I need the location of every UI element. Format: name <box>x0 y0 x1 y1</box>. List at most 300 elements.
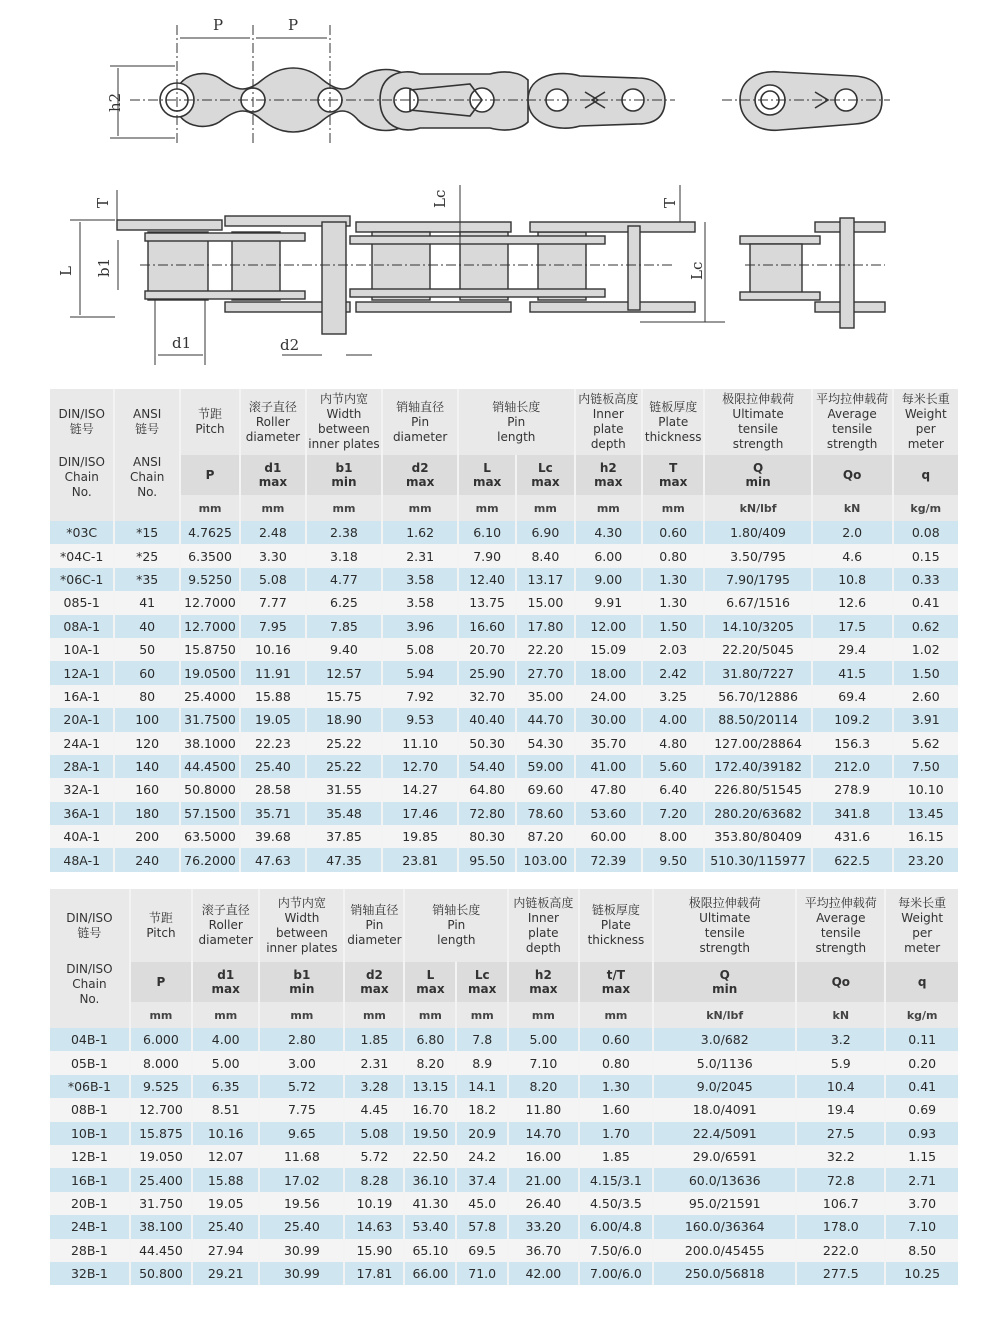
table-cell: 1.50 <box>894 661 958 684</box>
limit: min <box>712 982 738 996</box>
header-en: Pitch <box>146 925 176 940</box>
table-cell: 8.28 <box>345 1168 405 1191</box>
table-cell: 27.94 <box>193 1239 260 1262</box>
table-cell: 8.50 <box>886 1239 958 1262</box>
table-cell: 12.70 <box>383 755 459 778</box>
unit-cell: mm <box>580 1002 655 1028</box>
table-cell: 0.33 <box>894 568 958 591</box>
table-row <box>50 1098 958 1121</box>
lc-label-top: Lc <box>431 189 449 208</box>
table-row <box>50 1215 958 1238</box>
table-cell: 12A-1 <box>50 661 115 684</box>
table-row <box>50 1075 958 1098</box>
table-cell: 1.02 <box>894 638 958 661</box>
table-row <box>50 1262 958 1285</box>
table-cell: 10.19 <box>345 1192 405 1215</box>
table-row <box>50 1239 958 1262</box>
table-cell: 2.60 <box>894 685 958 708</box>
table-cell: 2.03 <box>643 638 705 661</box>
table-cell: 8.9 <box>457 1051 509 1074</box>
table-cell: 3.00 <box>260 1051 345 1074</box>
symbol-cell <box>576 455 643 495</box>
unit-cell: kN/lbf <box>705 495 812 521</box>
pitch-label-2: P <box>288 16 299 34</box>
table-row <box>50 1028 958 1051</box>
table-cell: 4.00 <box>643 708 705 731</box>
table-cell: 7.95 <box>241 615 306 638</box>
unit-cell: mm <box>457 1002 509 1028</box>
top-view <box>117 216 885 334</box>
symbol: d2 <box>365 968 383 982</box>
symbol: T <box>669 461 678 475</box>
limit: min <box>745 475 771 489</box>
table-row <box>50 732 958 755</box>
table-cell: 14.1 <box>457 1075 509 1098</box>
table-cell: 54.40 <box>459 755 517 778</box>
symbol-cell <box>383 455 459 495</box>
table-cell: 14.70 <box>509 1122 579 1145</box>
table-cell: 35.48 <box>307 802 384 825</box>
table-cell: 30.99 <box>260 1239 345 1262</box>
table-cell: 25.22 <box>307 732 384 755</box>
header-en: Roller diameter <box>198 918 253 947</box>
table-cell: 0.11 <box>886 1028 958 1051</box>
header-cn: 滚子直径 <box>248 399 297 414</box>
table-cell: 24B-1 <box>50 1215 131 1238</box>
table-cell: 12.57 <box>307 661 384 684</box>
table-cell: 622.5 <box>813 848 894 871</box>
table-cell: 1.30 <box>643 568 705 591</box>
unit-cell: mm <box>345 1002 405 1028</box>
chain-no-header-en: DIN/ISO Chain No. <box>50 962 131 1028</box>
table-cell: 16B-1 <box>50 1168 131 1191</box>
col-header <box>405 889 509 962</box>
limit: max <box>258 475 288 489</box>
table-cell: 8.00 <box>643 825 705 848</box>
table-cell: 28A-1 <box>50 755 115 778</box>
table-cell: 6.35 <box>193 1075 260 1098</box>
symbol-cell <box>813 455 894 495</box>
table-cell: 120 <box>115 732 180 755</box>
table-cell: 0.60 <box>580 1028 655 1051</box>
header-en: Ultimate tensile strength <box>699 910 751 955</box>
table-cell: 2.38 <box>307 521 384 544</box>
table-cell: 20.70 <box>459 638 517 661</box>
symbol-cell <box>131 962 193 1002</box>
lc-label-right: Lc <box>688 261 706 280</box>
table-cell: 25.400 <box>131 1168 193 1191</box>
table-cell: 32B-1 <box>50 1262 131 1285</box>
symbol-cell <box>345 962 405 1002</box>
table-cell: *15 <box>115 521 180 544</box>
table-cell: 9.91 <box>576 591 643 614</box>
table-cell: 11.10 <box>383 732 459 755</box>
header-cn: 每米长重 <box>898 895 947 910</box>
limit: max <box>601 982 631 996</box>
symbol-cell <box>193 962 260 1002</box>
col-header <box>797 889 886 962</box>
table-cell: 80.30 <box>459 825 517 848</box>
table-cell: 50 <box>115 638 180 661</box>
table-cell: 7.75 <box>260 1098 345 1121</box>
table-cell: 15.00 <box>517 591 575 614</box>
unit-cell: kN/lbf <box>654 1002 797 1028</box>
table-cell: 76.2000 <box>181 848 241 871</box>
symbol-cell <box>654 962 797 1002</box>
header-en: Pin diameter <box>392 414 448 444</box>
table-cell: 0.60 <box>643 521 705 544</box>
table-cell: 25.90 <box>459 661 517 684</box>
table-cell: 1.60 <box>580 1098 655 1121</box>
table-cell: 05B-1 <box>50 1051 131 1074</box>
table-row <box>50 1168 958 1191</box>
symbol-cell <box>705 455 812 495</box>
table-cell: 29.21 <box>193 1262 260 1285</box>
table-cell: 15.88 <box>241 685 306 708</box>
table-cell: 7.92 <box>383 685 459 708</box>
table-cell: 212.0 <box>813 755 894 778</box>
table-cell: 19.05 <box>241 708 306 731</box>
table-cell: 2.80 <box>260 1028 345 1051</box>
unit-cell: mm <box>131 1002 193 1028</box>
table-cell: 3.50/795 <box>705 544 812 567</box>
symbol: L <box>483 461 491 475</box>
table-cell: 100 <box>115 708 180 731</box>
table-cell: 4.77 <box>307 568 384 591</box>
table-cell: 14.27 <box>383 778 459 801</box>
table-cell: 44.70 <box>517 708 575 731</box>
col-header <box>813 389 894 455</box>
table-cell: 172.40/39182 <box>705 755 812 778</box>
col-header <box>576 389 643 455</box>
table-cell: 10.16 <box>241 638 306 661</box>
header-cn: 极限拉伸载荷 <box>688 895 761 910</box>
symbol: d1 <box>217 968 235 982</box>
table-cell: 44.4500 <box>181 755 241 778</box>
table-cell: 47.35 <box>307 848 384 871</box>
table-cell: 2.0 <box>813 521 894 544</box>
table-cell: 24A-1 <box>50 732 115 755</box>
table-cell: 20B-1 <box>50 1192 131 1215</box>
table-cell: 7.50 <box>894 755 958 778</box>
table-cell: 50.800 <box>131 1262 193 1285</box>
table-row <box>50 615 958 638</box>
table-cell: 5.72 <box>345 1145 405 1168</box>
unit-cell: mm <box>509 1002 579 1028</box>
header-cn: 极限拉伸载荷 <box>722 392 795 406</box>
table-cell: 21.00 <box>509 1168 579 1191</box>
table-cell: 2.31 <box>383 544 459 567</box>
table-cell: 35.70 <box>576 732 643 755</box>
table-cell: 24.00 <box>576 685 643 708</box>
table-cell: 17.81 <box>345 1262 405 1285</box>
symbol: Q <box>719 968 730 982</box>
header-cn: 销轴长度 <box>432 903 481 917</box>
table-cell: 18.00 <box>576 661 643 684</box>
symbol-cell <box>517 455 575 495</box>
symbol: h2 <box>599 461 617 475</box>
header-en: Roller diameter <box>245 414 301 444</box>
header-en: Pitch <box>195 422 225 436</box>
table-cell: 22.23 <box>241 732 306 755</box>
roller-chain-diagram <box>0 0 1000 380</box>
symbol-cell <box>886 962 958 1002</box>
table-cell: 16.00 <box>509 1145 579 1168</box>
table-row <box>50 685 958 708</box>
table-cell: 8.20 <box>509 1075 579 1098</box>
table-cell: 15.09 <box>576 638 643 661</box>
table-cell: 1.50 <box>643 615 705 638</box>
header-en: Width between inner plates <box>308 407 380 451</box>
table-cell: 31.55 <box>307 778 384 801</box>
header-en: Pin diameter <box>347 918 402 947</box>
table-cell: 4.7625 <box>181 521 241 544</box>
header-en: Ultimate tensile strength <box>732 407 784 451</box>
table-cell: 10.4 <box>797 1075 886 1098</box>
unit-cell: mm <box>405 1002 457 1028</box>
symbol: q <box>917 975 927 989</box>
header-en: Pin length <box>497 414 536 444</box>
symbol: q <box>921 468 931 482</box>
col-header <box>193 889 260 962</box>
table-cell: 12.00 <box>576 615 643 638</box>
table-cell: 45.0 <box>457 1192 509 1215</box>
table-cell: 16A-1 <box>50 685 115 708</box>
table-cell: 7.10 <box>509 1051 579 1074</box>
table-cell: 341.8 <box>813 802 894 825</box>
table-cell: 9.525 <box>131 1075 193 1098</box>
table-row <box>50 568 958 591</box>
table-cell: 8.40 <box>517 544 575 567</box>
table-cell: 41.5 <box>813 661 894 684</box>
col-header <box>894 389 958 455</box>
table-cell: 12.7000 <box>181 615 241 638</box>
table-cell: 9.40 <box>307 638 384 661</box>
table-cell: 6.40 <box>643 778 705 801</box>
table-cell: 30.99 <box>260 1262 345 1285</box>
table-cell: 08B-1 <box>50 1098 131 1121</box>
table-cell: 9.50 <box>643 848 705 871</box>
table-cell: 19.4 <box>797 1098 886 1121</box>
table-cell: 200.0/45455 <box>654 1239 797 1262</box>
table-cell: 25.40 <box>260 1215 345 1238</box>
table-cell: 24.2 <box>457 1145 509 1168</box>
table-cell: 12.700 <box>131 1098 193 1121</box>
header-en: Inner plate depth <box>590 407 626 451</box>
table-cell: 63.5000 <box>181 825 241 848</box>
table-cell: 56.70/12886 <box>705 685 812 708</box>
table-cell: 11.80 <box>509 1098 579 1121</box>
table-cell: 25.40 <box>241 755 306 778</box>
table-cell: 226.80/51545 <box>705 778 812 801</box>
chain-no-header-cn: DIN/ISO 链号 <box>50 389 115 455</box>
header-cn: 平均拉伸载荷 <box>816 392 889 406</box>
table-cell: 3.70 <box>886 1192 958 1215</box>
table-cell: 0.41 <box>894 591 958 614</box>
table-cell: 0.20 <box>886 1051 958 1074</box>
table-cell: 5.94 <box>383 661 459 684</box>
header-cn: 链板厚度 <box>649 399 698 414</box>
table-cell: 1.80/409 <box>705 521 812 544</box>
table-cell: 44.450 <box>131 1239 193 1262</box>
table-cell: 0.80 <box>580 1051 655 1074</box>
table-cell: 39.68 <box>241 825 306 848</box>
table-cell: 32A-1 <box>50 778 115 801</box>
table-cell: 50.8000 <box>181 778 241 801</box>
symbol-cell <box>241 455 306 495</box>
header-cn: 每米长重 <box>901 392 950 406</box>
chain-no-header-cn: DIN/ISO 链号 <box>50 889 131 962</box>
unit-cell: mm <box>383 495 459 521</box>
table-cell: 19.85 <box>383 825 459 848</box>
table-cell: 10A-1 <box>50 638 115 661</box>
table-row <box>50 825 958 848</box>
pitch-label-1: P <box>213 16 224 34</box>
unit-cell: mm <box>517 495 575 521</box>
table-cell: 0.08 <box>894 521 958 544</box>
col-header <box>580 889 655 962</box>
symbol: Lc <box>538 461 553 475</box>
table-cell: 510.30/115977 <box>705 848 812 871</box>
table-cell: *06C-1 <box>50 568 115 591</box>
table-row <box>50 755 958 778</box>
symbol-cell <box>457 962 509 1002</box>
table-cell: 12.6 <box>813 591 894 614</box>
table-cell: 13.17 <box>517 568 575 591</box>
table-cell: 15.8750 <box>181 638 241 661</box>
table-cell: 17.02 <box>260 1168 345 1191</box>
limit: max <box>468 982 497 996</box>
header-cn: 内节内宽 <box>319 392 368 406</box>
header-cn: 内链板高度 <box>513 895 574 910</box>
limit: max <box>472 475 502 489</box>
table-row <box>50 591 958 614</box>
table-cell: 160 <box>115 778 180 801</box>
limit: min <box>331 475 357 489</box>
table-cell: 25.22 <box>307 755 384 778</box>
header-cn: 链板厚度 <box>591 903 640 917</box>
symbol-cell <box>260 962 345 1002</box>
limit: max <box>360 982 389 996</box>
table-cell: 40.40 <box>459 708 517 731</box>
table-cell: 59.00 <box>517 755 575 778</box>
table-cell: 3.28 <box>345 1075 405 1098</box>
table-cell: 37.4 <box>457 1168 509 1191</box>
table-cell: 72.8 <box>797 1168 886 1191</box>
table-cell: 156.3 <box>813 732 894 755</box>
table-cell: 41 <box>115 591 180 614</box>
symbol: h2 <box>534 968 552 982</box>
symbol: Qo <box>842 468 862 482</box>
table-cell: 36.70 <box>509 1239 579 1262</box>
table-cell: 085-1 <box>50 591 115 614</box>
table-cell: 5.0/1136 <box>654 1051 797 1074</box>
table-cell: 50.30 <box>459 732 517 755</box>
table-cell: 88.50/20114 <box>705 708 812 731</box>
a-series-rows <box>50 521 958 872</box>
table-cell: 31.7500 <box>181 708 241 731</box>
table-cell: 200 <box>115 825 180 848</box>
table-cell: 9.0/2045 <box>654 1075 797 1098</box>
table-cell: 9.5250 <box>181 568 241 591</box>
table-cell: 3.30 <box>241 544 306 567</box>
d2-label: d2 <box>280 336 300 354</box>
unit-cell: kN <box>813 495 894 521</box>
table-cell: 2.31 <box>345 1051 405 1074</box>
header-en: Pin length <box>437 918 476 947</box>
table-cell: 0.41 <box>886 1075 958 1098</box>
table-cell: 3.96 <box>383 615 459 638</box>
d1-label: d1 <box>172 334 192 352</box>
table-cell: 7.10 <box>886 1215 958 1238</box>
symbol: P <box>156 975 166 989</box>
table-row <box>50 521 958 544</box>
table-cell: 4.00 <box>193 1028 260 1051</box>
table-cell: 53.40 <box>405 1215 457 1238</box>
table-cell: 5.00 <box>509 1028 579 1051</box>
table-cell: 11.68 <box>260 1145 345 1168</box>
table-cell: 15.90 <box>345 1239 405 1262</box>
table-cell: 3.25 <box>643 685 705 708</box>
symbol-cell <box>894 455 958 495</box>
table-cell: 7.20 <box>643 802 705 825</box>
limit: max <box>211 982 240 996</box>
table-row <box>50 1145 958 1168</box>
table-cell: 18.90 <box>307 708 384 731</box>
table-cell: 10B-1 <box>50 1122 131 1145</box>
table-cell: 103.00 <box>517 848 575 871</box>
table-cell: 31.80/7227 <box>705 661 812 684</box>
table-cell: 3.18 <box>307 544 384 567</box>
header-en: Inner plate depth <box>525 910 561 955</box>
table-cell: 1.30 <box>643 591 705 614</box>
limit: min <box>289 982 315 996</box>
table-cell: 72.80 <box>459 802 517 825</box>
table-cell: 66.00 <box>405 1262 457 1285</box>
table-cell: 26.40 <box>509 1192 579 1215</box>
unit-cell: mm <box>181 495 241 521</box>
symbol-cell <box>405 962 457 1002</box>
header-en: Plate thickness <box>587 918 645 947</box>
table-cell: 36A-1 <box>50 802 115 825</box>
unit-cell: mm <box>576 495 643 521</box>
unit-cell: kN <box>797 1002 886 1028</box>
table-cell: 47.63 <box>241 848 306 871</box>
header-cn: 节距 <box>148 910 173 925</box>
table-cell: 25.4000 <box>181 685 241 708</box>
table-cell: 23.81 <box>383 848 459 871</box>
symbol-cell <box>643 455 705 495</box>
limit: max <box>659 475 688 489</box>
table-cell: 69.60 <box>517 778 575 801</box>
col-header <box>459 389 576 455</box>
table-cell: 19.50 <box>405 1122 457 1145</box>
t-label-right: T <box>661 197 679 208</box>
table-cell: 12B-1 <box>50 1145 131 1168</box>
table-cell: 25.40 <box>193 1215 260 1238</box>
symbol: d1 <box>264 461 282 475</box>
table-cell: 23.20 <box>894 848 958 871</box>
table-cell: 5.08 <box>383 638 459 661</box>
table-cell: 6.90 <box>517 521 575 544</box>
table-cell: 0.80 <box>643 544 705 567</box>
table-cell: 4.50/3.5 <box>580 1192 655 1215</box>
table-cell: 4.30 <box>576 521 643 544</box>
table-cell: 38.1000 <box>181 732 241 755</box>
table-cell: 19.0500 <box>181 661 241 684</box>
table-cell: 6.67/1516 <box>705 591 812 614</box>
symbol-cell <box>797 962 886 1002</box>
